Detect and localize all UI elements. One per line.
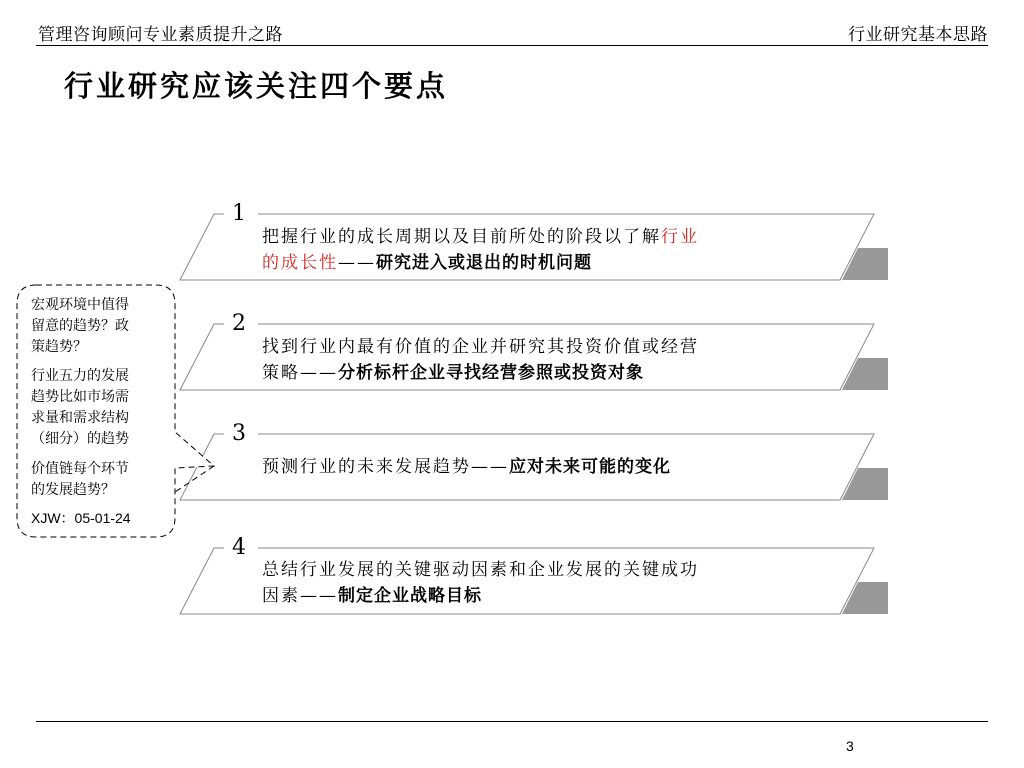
callout-line: （细分）的趋势 xyxy=(31,431,129,447)
callout-line: 的发展趋势？ xyxy=(31,482,115,498)
callout-para-3 xyxy=(31,459,161,501)
header-left-title: 管理咨询顾问专业素质提升之路 xyxy=(38,25,283,45)
item-1-highlight-a: 行业 xyxy=(661,227,699,247)
callout-line: 宏观环境中值得 xyxy=(31,297,129,313)
callout-line: 价值链每个环节 xyxy=(31,461,129,477)
callout-line: 求量和需求结构 xyxy=(31,410,129,426)
callout-line: 行业五力的发展 xyxy=(31,368,129,384)
callout-date: XJW：05-01-24 xyxy=(31,510,131,526)
item-2-line1: 找到行业内最有价值的企业并研究其投资价值或经营 xyxy=(262,337,699,357)
item-4-emphasis: 制定企业战略目标 xyxy=(338,586,482,606)
item-4-number: 4 xyxy=(232,535,246,560)
header-right-title: 行业研究基本思路 xyxy=(848,25,988,45)
item-3-text xyxy=(262,454,802,480)
item-3-line1: 预测行业的未来发展趋势 xyxy=(262,457,471,477)
callout-line: 趋势比如市场需 xyxy=(31,389,129,405)
item-4-text xyxy=(262,557,802,609)
item-4-line1: 总结行业发展的关键驱动因素和企业发展的关键成功 xyxy=(262,560,699,580)
page-number: 3 xyxy=(846,738,854,754)
item-1-text xyxy=(262,224,802,276)
item-4-dash: —— xyxy=(300,586,338,606)
item-3-emphasis: 应对未来可能的变化 xyxy=(509,457,671,477)
callout-para-2 xyxy=(31,366,161,450)
item-3-dash: —— xyxy=(471,457,509,477)
item-2-text xyxy=(262,334,802,386)
item-1-highlight-b: 的成长性 xyxy=(262,253,338,273)
item-2-line2: 策略 xyxy=(262,363,300,383)
item-1-number: 1 xyxy=(232,201,246,226)
page-title: 行业研究应该关注四个要点 xyxy=(64,69,449,103)
callout-line: 留意的趋势？政 xyxy=(31,318,129,334)
callout-line: 策趋势？ xyxy=(31,339,87,355)
callout-para-1 xyxy=(31,295,161,358)
item-3-number: 3 xyxy=(232,421,246,446)
item-2-dash: —— xyxy=(300,363,338,383)
item-1-emphasis: 研究进入或退出的时机问题 xyxy=(376,253,592,273)
footer-rule xyxy=(36,721,988,722)
item-1-dash: —— xyxy=(338,253,376,273)
item-2-emphasis: 分析标杆企业寻找经营参照或投资对象 xyxy=(338,363,644,383)
item-4-line2: 因素 xyxy=(262,586,300,606)
item-1-line1: 把握行业的成长周期以及目前所处的阶段以了解 xyxy=(262,227,661,247)
item-2-number: 2 xyxy=(232,311,246,336)
